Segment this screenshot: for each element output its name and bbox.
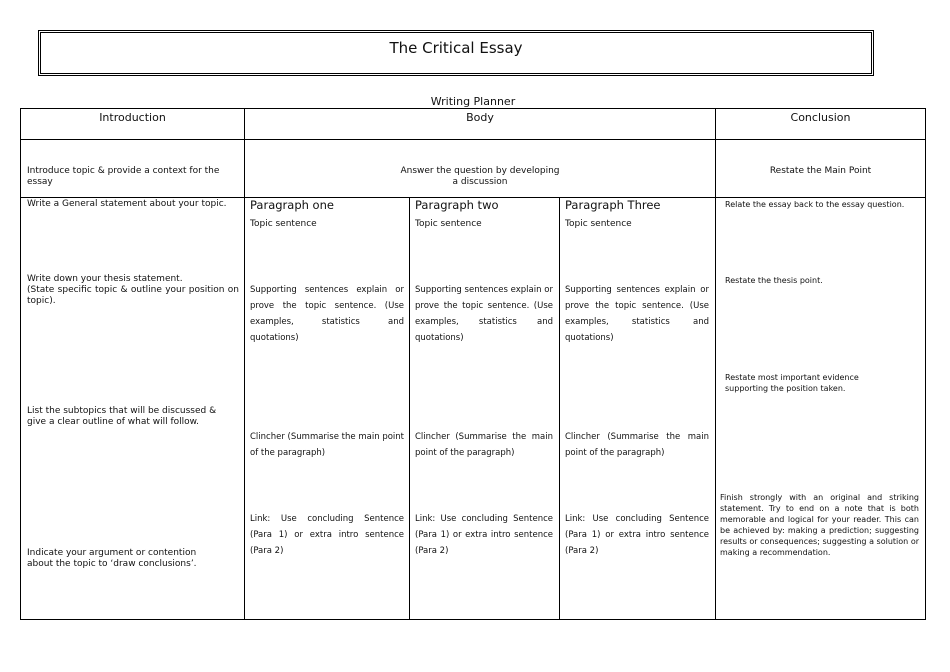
row-divider-header <box>21 139 925 140</box>
intro-subtopics-line1: List the subtopics that will be discussed & <box>27 406 217 416</box>
planner-table <box>20 108 926 620</box>
conclusion-restate-thesis: Restate the thesis point. <box>725 276 823 285</box>
paragraph-one-supporting: Supporting sentences explain or prove the topic sentence. (Use examples, statistics and quotations) <box>250 285 404 343</box>
intro-subtopics-line2: give a clear outline of what will follow. <box>27 417 200 427</box>
conclusion-finish: Finish strongly with an original and striking statement. Try to end on a note that is both memorable and logical for your reader. This can be achieved by: making a prediction; suggesting results or consequences; suggesting a solution or making a recommendation. <box>720 493 919 557</box>
paragraph-two-topic: Topic sentence <box>415 219 482 229</box>
conclusion-evidence-line2: supporting the position taken. <box>725 384 846 393</box>
paragraph-three-supporting: Supporting sentences explain or prove the topic sentence. (Use examples, statistics and quotations) <box>565 285 709 343</box>
intro-general-statement: Write a General statement about your topic. <box>27 199 227 209</box>
intro-thesis <box>27 274 239 307</box>
intro-subtopics <box>27 406 239 428</box>
intro-argument-line2: about the topic to ‘draw conclusions’. <box>27 559 197 569</box>
intro-thesis-title: Write down your thesis statement. <box>27 274 183 284</box>
conclusion-evidence-line1: Restate most important evidence <box>725 373 859 382</box>
intro-thesis-detail: (State specific topic & outline your position on topic). <box>27 285 239 306</box>
header-conclusion: Conclusion <box>790 111 851 124</box>
intro-argument <box>27 548 239 570</box>
description-conclusion: Restate the Main Point <box>769 166 872 176</box>
paragraph-one-link: Link: Use concluding Sentence (Para 1) or extra intro sentence (Para 2) <box>250 514 404 556</box>
paragraph-three-link: Link: Use concluding Sentence (Para 1) or extra intro sentence (Para 2) <box>565 514 709 556</box>
paragraph-two-supporting: Supporting sentences explain or prove the topic sentence. (Use examples, statistics and quotations) <box>415 285 553 343</box>
description-body <box>245 166 715 188</box>
paragraph-one-title: Paragraph one <box>250 198 334 212</box>
col-divider-para2 <box>559 197 560 619</box>
conclusion-evidence <box>725 372 920 394</box>
description-body-line1: Answer the question by developing <box>400 166 560 176</box>
paragraph-three-topic: Topic sentence <box>565 219 632 229</box>
paragraph-three-title: Paragraph Three <box>565 198 661 212</box>
intro-argument-line1: Indicate your argument or contention <box>27 548 197 558</box>
title-box <box>38 30 874 76</box>
header-introduction: Introduction <box>99 111 166 124</box>
paragraph-one-clincher: Clincher (Summarise the main point of the paragraph) <box>250 432 404 458</box>
header-body: Body <box>466 111 494 124</box>
planner-subtitle: Writing Planner <box>430 95 516 108</box>
paragraph-two-clincher: Clincher (Summarise the main point of the paragraph) <box>415 432 553 458</box>
paragraph-one-topic: Topic sentence <box>250 219 317 229</box>
conclusion-relate: Relate the essay back to the essay question. <box>725 200 905 209</box>
col-divider-conclusion <box>715 109 716 619</box>
description-body-line2: a discussion <box>452 177 508 187</box>
col-divider-para1 <box>409 197 410 619</box>
paragraph-two-title: Paragraph two <box>415 198 499 212</box>
description-introduction: Introduce topic & provide a context for the essay <box>27 166 220 187</box>
paragraph-two-link: Link: Use concluding Sentence (Para 1) or extra intro sentence (Para 2) <box>415 514 553 556</box>
page-title: The Critical Essay <box>389 39 523 57</box>
paragraph-three-clincher: Clincher (Summarise the main point of the paragraph) <box>565 432 709 458</box>
